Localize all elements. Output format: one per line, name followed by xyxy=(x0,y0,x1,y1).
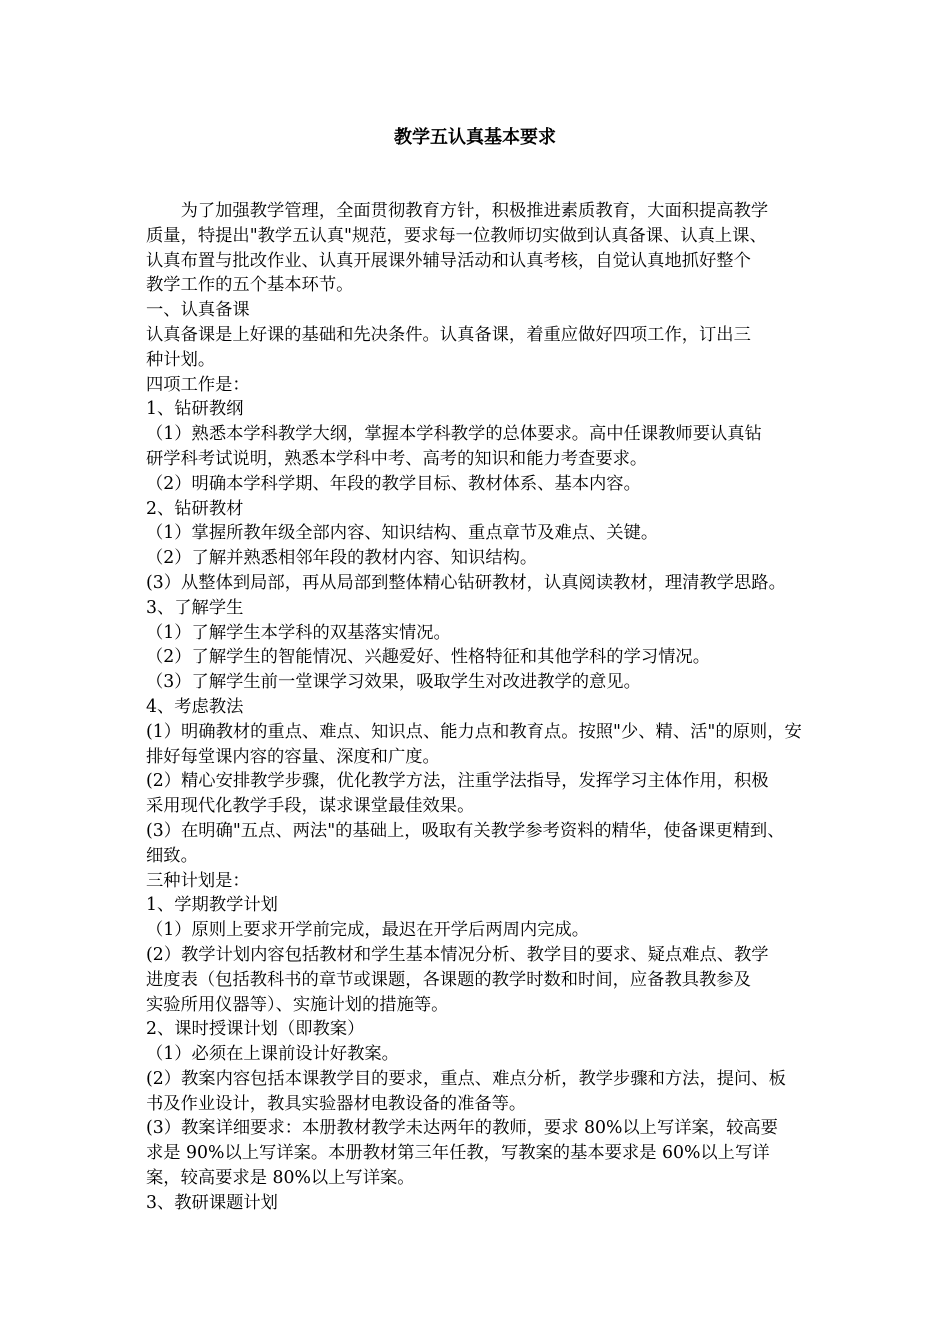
paragraph-line: （1）原则上要求开学前完成，最迟在开学后两周内完成。 xyxy=(146,920,590,941)
paragraph-line: 3、了解学生 xyxy=(146,597,244,618)
paragraph-line: 教学工作的五个基本环节。 xyxy=(146,275,354,296)
paragraph-line: 案，较高要求是 80%以上写详案。 xyxy=(146,1168,415,1189)
paragraph-line: （1）掌握所教年级全部内容、知识结构、重点章节及难点、关键。 xyxy=(146,523,659,544)
paragraph-line: 细致。 xyxy=(146,845,198,866)
paragraph-line: （1）熟悉本学科教学大纲，掌握本学科教学的总体要求。高中任课教师要认真钻 xyxy=(146,424,762,445)
paragraph-line: 一、认真备课 xyxy=(146,300,250,321)
paragraph-line: 排好每堂课内容的容量、深度和广度。 xyxy=(146,746,440,767)
paragraph-line: (1）明确教材的重点、难点、知识点、能力点和教育点。按照"少、精、活"的原则，安 xyxy=(146,721,802,742)
paragraph-line: 认真布置与批改作业、认真开展课外辅导活动和认真考核，自觉认真地抓好整个 xyxy=(146,250,751,271)
paragraph-line: （2）了解并熟悉相邻年段的教材内容、知识结构。 xyxy=(146,548,538,569)
paragraph-line: 4、考虑教法 xyxy=(146,696,244,717)
paragraph-line: (3）在明确"五点、两法"的基础上，吸取有关教学参考资料的精华，使备课更精到、 xyxy=(146,820,785,841)
paragraph-line: 1、学期教学计划 xyxy=(146,895,278,916)
paragraph-line: （1）了解学生本学科的双基落实情况。 xyxy=(146,622,451,643)
paragraph-line: (2）教案内容包括本课教学目的要求，重点、难点分析，教学步骤和方法，提问、板 xyxy=(146,1068,786,1089)
paragraph-line: 1、钻研教纲 xyxy=(146,399,244,420)
paragraph-line: 求是 90%以上写详案。本册教材第三年任教，写教案的基本要求是 60%以上写详 xyxy=(146,1143,770,1164)
paragraph-line: 四项工作是： xyxy=(146,374,250,395)
paragraph-line: 书及作业设计，教具实验器材电教设备的准备等。 xyxy=(146,1093,527,1114)
paragraph-line: (3）从整体到局部，再从局部到整体精心钻研教材，认真阅读教材，理清教学思路。 xyxy=(146,572,786,593)
document-title: 教学五认真基本要求 xyxy=(394,127,556,148)
paragraph-line: （2）明确本学科学期、年段的教学目标、教材体系、基本内容。 xyxy=(146,473,641,494)
paragraph-line: 研学科考试说明，熟悉本学科中考、高考的知识和能力考查要求。 xyxy=(146,448,648,469)
paragraph-line: 三种计划是： xyxy=(146,870,250,891)
paragraph-line: 2、课时授课计划（即教案） xyxy=(146,1019,365,1040)
paragraph-line: 实验所用仪器等）、实施计划的措施等。 xyxy=(146,994,449,1015)
paragraph-line: 为了加强教学管理，全面贯彻教育方针，积极推进素质教育，大面积提高教学 xyxy=(146,201,769,221)
paragraph-line: 质量，特提出"教学五认真"规范，要求每一位教师切实做到认真备课、认真上课、 xyxy=(146,225,767,246)
paragraph-line: 认真备课是上好课的基础和先决条件。认真备课，着重应做好四项工作，订出三 xyxy=(146,324,751,345)
document-body xyxy=(146,199,822,1216)
paragraph-line: 2、钻研教材 xyxy=(146,498,244,519)
paragraph-line: (3）教案详细要求：本册教材教学未达两年的教师，要求 80%以上写详案，较高要 xyxy=(146,1118,778,1139)
paragraph-line: （3）了解学生前一堂课学习效果，吸取学生对改进教学的意见。 xyxy=(146,672,641,693)
paragraph-line: (2）教学计划内容包括教材和学生基本情况分析、教学目的要求、疑点难点、教学 xyxy=(146,944,769,965)
paragraph-line: 3、教研课题计划 xyxy=(146,1192,278,1213)
paragraph-line: （1）必须在上课前设计好教案。 xyxy=(146,1044,399,1065)
paragraph-line: （2）了解学生的智能情况、兴趣爱好、性格特征和其他学科的学习情况。 xyxy=(146,647,710,668)
paragraph-line: 进度表（包括教科书的章节或课题，各课题的教学时数和时间，应备教具教参及 xyxy=(146,969,751,990)
paragraph-line: (2）精心安排教学步骤，优化教学方法，注重学法指导，发挥学习主体作用，积极 xyxy=(146,771,769,792)
paragraph-line: 采用现代化教学手段，谋求课堂最佳效果。 xyxy=(146,796,475,817)
paragraph-line: 种计划。 xyxy=(146,349,216,370)
